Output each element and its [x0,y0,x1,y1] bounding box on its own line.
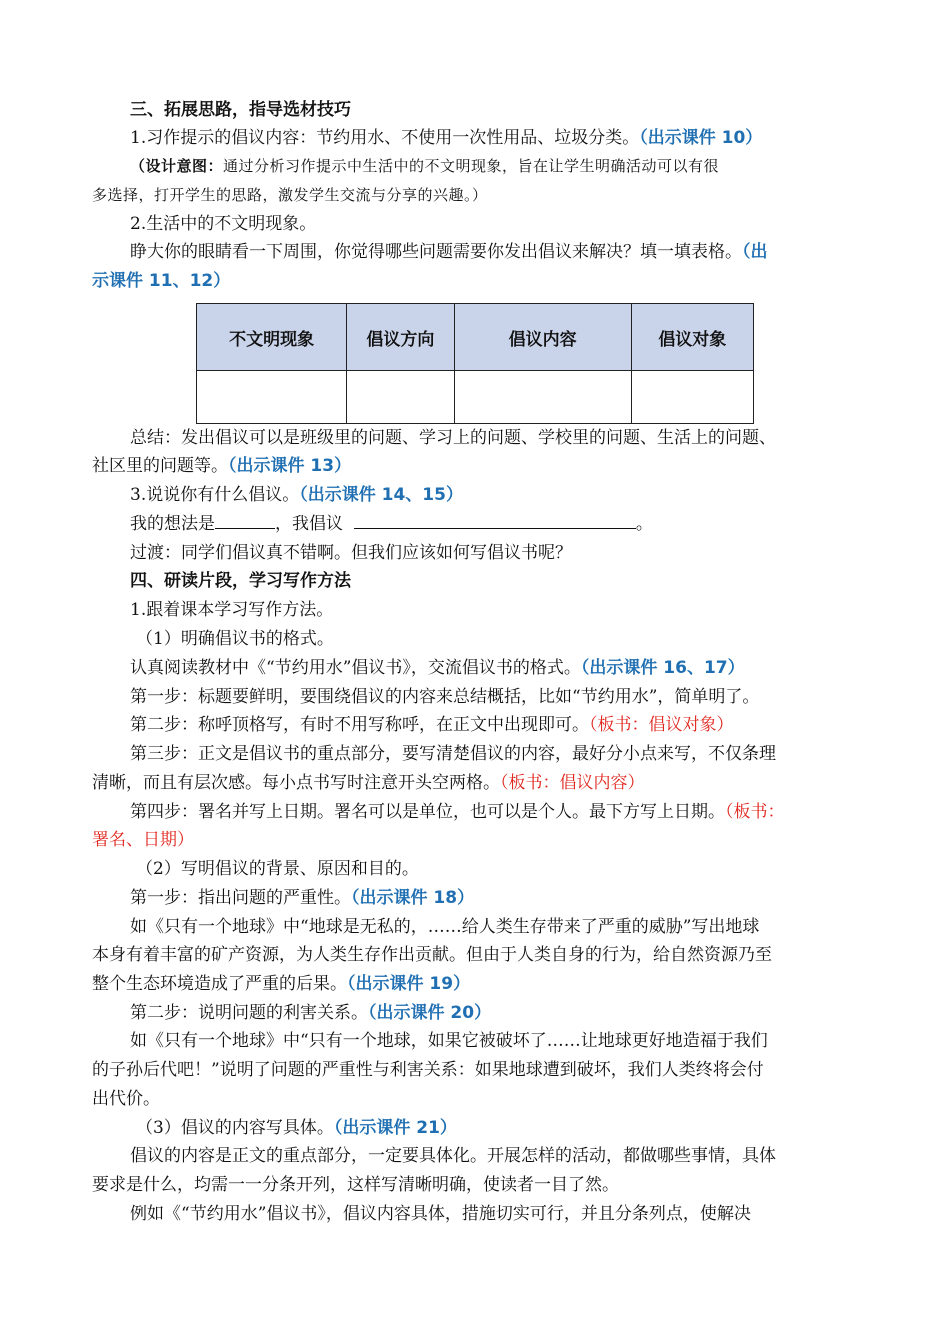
example1-line2: 本身有着丰富的矿产资源，为人类生存作出贡献。但由于人类自身的行为，给自然资源乃至 [92,945,772,965]
read-textbook-cite: （出示课件 16、17） [580,658,745,678]
board-note: 署名、日期） [92,830,194,850]
example2-line2: 的子孙后代吧！”说明了问题的严重性与利害关系：如果地球遭到破坏，我们人类终将会付 [92,1060,764,1080]
section4-sub3 [136,1114,916,1142]
example2-line1: 如《只有一个地球》中“只有一个地球，如果它被破坏了……让地球更好地造福于我们 [130,1031,768,1051]
board-note: （板书：倡议对象） [589,715,734,735]
summary-line1: 总结：发出倡议可以是班级里的问题、学习上的问题、学校里的问题、生活上的问题、 [130,428,776,448]
example1-line3 [92,970,872,998]
table-header-cell: 倡议对象 [631,304,753,371]
design-intent-line1 [130,152,872,180]
design-intent-line2: 多选择，打开学生的思路，激发学生交流与分享的兴趣。） [92,186,488,204]
summary-text: 社区里的问题等。 [92,456,228,476]
example1-text: 整个生态环境造成了严重的后果。 [92,974,347,994]
section3-item1 [130,124,872,152]
design-intent-label: （设计意图： [130,157,224,175]
format-step3-line2 [92,769,872,797]
item1-cite: （出示课件 10） [639,128,763,148]
fill-in-prefix: 我的想法是 [130,514,215,534]
board-note: （板书： [725,802,785,822]
detail-line1: 倡议的内容是正文的重点部分，一定要具体化。开展怎样的活动，都做哪些事情，具体 [130,1146,776,1166]
detail-line2: 要求是什么，均需一一分条开列，这样写清晰明确，使读者一目了然。 [92,1175,619,1195]
format-step3-text: 清晰，而且有层次感。每小点书写时注意开头空两格。 [92,773,500,793]
table-cell [631,371,753,424]
table-cell [347,371,454,424]
read-textbook-line [130,654,872,682]
section4-item1: 1.跟着课本学习写作方法。 [130,600,334,620]
summary-cite: （出示课件 13） [228,456,352,476]
example1-line1: 如《只有一个地球》中“地球是无私的，……给人类生存带来了严重的威胁”写出地球 [130,917,760,937]
fill-in-line [130,510,872,538]
board-note: （板书：倡议内容） [500,773,645,793]
blank-underline [215,510,275,529]
background-step2-cite: （出示课件 20） [368,1003,492,1023]
item1-text: 1.习作提示的倡议内容：节约用水、不使用一次性用品、垃圾分类。 [130,128,640,148]
format-step2 [130,711,872,739]
design-intent-text1: 通过分析习作提示中生活中的不文明现象，旨在让学生明确活动可以有很 [223,157,720,175]
example3-line1: 例如《“节约用水”倡议书》，倡议内容具体，措施切实可行，并且分条列点，使解决 [130,1204,751,1224]
table-header-row [197,304,754,371]
background-step2-text: 第二步：说明问题的利害关系。 [130,1003,368,1023]
sub3-cite: （出示课件 21） [333,1118,457,1138]
format-step2-text: 第二步：称呼顶格写，有时不用写称呼，在正文中出现即可。 [130,715,589,735]
table-header-cell: 倡议方向 [347,304,454,371]
example2-line3: 出代价。 [92,1089,160,1109]
table-header-cell: 倡议内容 [454,304,631,371]
format-step4-line1 [130,798,872,826]
item3-text: 3.说说你有什么倡议。 [130,485,300,505]
observe-cite-start: （出 [742,242,768,262]
section3-heading: 三、拓展思路，指导选材技巧 [130,100,351,120]
observe-paragraph-text: 睁大你的眼睛看一下周围，你觉得哪些问题需要你发出倡议来解决？填一填表格。 [130,242,742,262]
section3-item3 [130,481,872,509]
blank-underline [354,510,636,529]
section3-item2: 2.生活中的不文明现象。 [130,214,317,234]
transition-line: 过渡：同学们倡议真不错啊。但我们应该如何写倡议书呢？ [130,543,572,563]
summary-line2 [92,452,872,480]
observe-paragraph-line1 [130,238,872,266]
fill-in-suffix: 。 [635,514,653,534]
format-step4-text: 第四步：署名并写上日期。署名可以是单位，也可以是个人。最下方写上日期。 [130,802,725,822]
observe-cite-end: 示课件 11、12） [92,271,231,291]
sub3-text: （3）倡议的内容写具体。 [136,1118,334,1138]
background-step2 [130,999,872,1027]
table-header-cell: 不文明现象 [197,304,347,371]
format-step3-line1: 第三步：正文是倡议书的重点部分，要写清楚倡议的内容，最好分小点来写，不仅条理 [130,744,776,764]
table-cell [197,371,347,424]
uncivil-phenomena-table [196,303,754,424]
item3-cite: （出示课件 14、15） [299,485,463,505]
background-step1-text: 第一步：指出问题的严重性。 [130,888,351,908]
format-step1: 第一步：标题要鲜明，要围绕倡议的内容来总结概括，比如“节约用水”，简单明了。 [130,687,760,707]
section4-sub1: （1）明确倡议书的格式。 [136,629,334,649]
table-row [197,371,754,424]
background-step1 [130,884,872,912]
section4-heading: 四、研读片段，学习写作方法 [130,571,351,591]
read-textbook-text: 认真阅读教材中《“节约用水”倡议书》，交流倡议书的格式。 [130,658,581,678]
table-cell [454,371,631,424]
fill-in-middle: ，我倡议 [275,514,343,534]
background-step1-cite: （出示课件 18） [351,888,475,908]
section4-sub2: （2）写明倡议的背景、原因和目的。 [136,859,419,879]
example1-cite: （出示课件 19） [347,974,471,994]
